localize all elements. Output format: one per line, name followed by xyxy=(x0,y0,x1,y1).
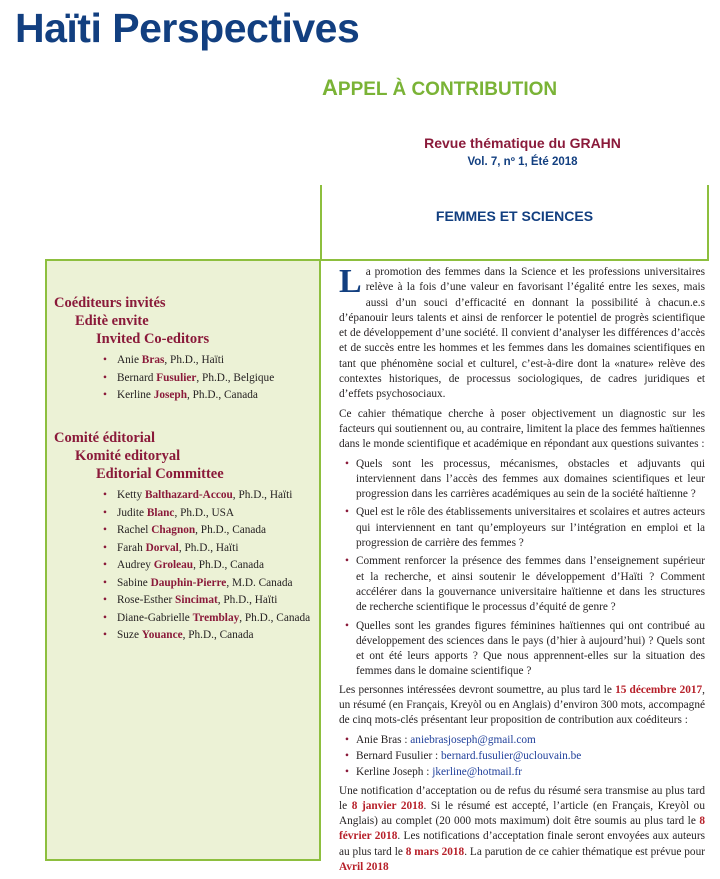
bullet-icon: • xyxy=(103,594,107,606)
email-link[interactable]: aniebrasjoseph@gmail.com xyxy=(410,733,536,746)
questions-list xyxy=(339,457,705,680)
list-item: • Audrey Groleau, Ph.D., Canada xyxy=(103,557,313,575)
bullet-icon: • xyxy=(103,524,107,536)
notification-paragraph: Une notification d’acceptation ou de refus du résumé sera transmise au plus tard le 8 janvier 2018. Si le résumé est accepté, l’article (en Français, Kreyòl ou Anglais) au complet (20 000 mots maximum) doit être soumis au plus tard le 8 février 2018. Les notifications d’acceptation finale seront envoyées aux auteurs au plus tard le 8 mars 2018. La parution de ce cahier thématique est prévue pour Avril 2018 xyxy=(339,784,705,873)
bullet-icon: • xyxy=(345,457,349,470)
list-item: • Quel est le rôle des établissements universitaires et scolaires et autres acteurs qui interviennent en tant qu’employeurs sur l’intégration en emploi et la progression de carrière des femmes ? xyxy=(345,506,705,550)
committee-list xyxy=(103,487,313,645)
call-heading-initial: A xyxy=(322,75,338,100)
intro-paragraph: La promotion des femmes dans la Science et les professions universitaires relève à la fois d’une valeur en favorisant l’égalité entre les sexes, mais aussi d’un souci d’efficacité en donnant la possibilité à chacun.e.s d’épanouir leurs talents et ainsi de renforcer le potentiel de progrès scientifique et de développement d’une société. Il convient d’analyser les différences d’accès et de succès entre les hommes et les femmes dans les domaines scientifiques en tant que phénomène social et culturel, c’est-à-dire dont la «nature» relève des contextes historiques, de processus sociologiques, de cadres juridiques et d’effets psychosociaux. xyxy=(339,263,705,401)
bullet-icon: • xyxy=(345,555,349,568)
coeditors-list xyxy=(103,352,274,405)
bullet-icon: • xyxy=(103,611,107,624)
call-heading-rest: PPEL À CONTRIBUTION xyxy=(337,79,558,100)
bullet-icon: • xyxy=(103,389,107,401)
list-item: • Kerline Joseph : jkerline@hotmail.fr xyxy=(339,765,705,780)
bullet-icon: • xyxy=(345,766,349,779)
list-item: • Farah Dorval, Ph.D., Haïti xyxy=(103,540,313,558)
bullet-icon: • xyxy=(345,619,349,632)
bullet-icon: • xyxy=(103,354,107,366)
list-item: • Bernard Fusulier, Ph.D., Belgique xyxy=(103,370,274,388)
list-item: • Quels sont les processus, mécanismes, obstacles et adjuvants qui interviennent dans l’accès des femmes aux domaines scientifiques et leur progression dans les carrières académiques au sein de la société haïtienne ? xyxy=(345,457,705,501)
bullet-icon: • xyxy=(103,371,107,384)
editors-sidebar xyxy=(45,259,321,861)
main-text xyxy=(339,265,705,879)
bullet-icon: • xyxy=(345,749,349,762)
submission-paragraph: Les personnes intéressées devront soumettre, au plus tard le 15 décembre 2017, un résumé (en Français, Kreyòl ou en Anglais) d’environ 300 mots, accompagné de cinq mots-clés présentant leur proposition de contribution aux coéditeurs : xyxy=(339,683,705,727)
volume-info: Vol. 7, nº 1, Été 2018 xyxy=(467,156,578,168)
theme-box xyxy=(320,185,709,261)
list-item: • Anie Bras : aniebrasjoseph@gmail.com xyxy=(339,733,705,748)
deadline-date: 8 janvier 2018 xyxy=(351,799,424,812)
call-heading xyxy=(322,73,557,105)
coeditors-heading-ht: Editè envite xyxy=(75,313,149,329)
list-item: • Quelles sont les grandes figures féminines haïtiennes qui ont contribué au développement des sciences dans le pays (d’hier à aujourd’hui) ? Quels sont et ont été leurs apports ? Que nous apprennent-elles sur la situation des femmes dans le domaine scientifique ? xyxy=(345,619,705,678)
bullet-icon: • xyxy=(345,506,349,519)
list-item: • Rachel Chagnon, Ph.D., Canada xyxy=(103,522,313,540)
list-item: • Kerline Joseph, Ph.D., Canada xyxy=(103,387,274,405)
masthead-title: Haïti Perspectives xyxy=(15,5,360,51)
deadline-date: 8 février 2018 xyxy=(339,815,705,843)
email-link[interactable]: jkerline@hotmail.fr xyxy=(432,766,523,779)
journal-name: Revue thématique du GRAHN xyxy=(424,135,621,151)
committee-heading-en: Editorial Committee xyxy=(96,466,224,482)
bullet-icon: • xyxy=(103,489,107,501)
theme-title: FEMMES ET SCIENCES xyxy=(435,208,594,224)
bullet-icon: • xyxy=(345,733,349,746)
list-item: • Judite Blanc, Ph.D., USA xyxy=(103,505,313,523)
bullet-icon: • xyxy=(103,629,107,641)
deadline-date: 8 mars 2018 xyxy=(405,845,465,858)
coeditors-heading-en: Invited Co-editors xyxy=(96,331,210,347)
list-item: • Diane-Gabrielle Tremblay, Ph.D., Canada xyxy=(103,610,313,628)
email-link[interactable]: bernard.fusulier@uclouvain.be xyxy=(441,749,582,762)
bullet-icon: • xyxy=(103,576,107,589)
bullet-icon: • xyxy=(103,559,107,571)
list-item: • Comment renforcer la présence des femmes dans l’enseignement supérieur et la recherche, et ainsi soutenir le développement d’Haïti ? Comment accélérer dans la gouvernance universitaire haïtienne et dans les structures de recherche scientifique le processus d’équité de genre ? xyxy=(345,555,705,614)
deadline-date: 15 décembre 2017 xyxy=(615,683,703,696)
coeditors-heading-fr: Coéditeurs invités xyxy=(54,295,166,311)
list-item: • Anie Bras, Ph.D., Haïti xyxy=(103,352,274,370)
list-item: • Suze Youance, Ph.D., Canada xyxy=(103,627,313,645)
committee-heading-ht: Komité editoryal xyxy=(75,448,181,464)
diagnostic-paragraph: Ce cahier thématique cherche à poser objectivement un diagnostic sur les facteurs qui soutiennent ou, au contraire, limitent la place des femmes haïtiennes dans le monde scientifique et académique en répondant aux questions suivantes : xyxy=(339,407,705,451)
bullet-icon: • xyxy=(103,541,107,554)
list-item: • Ketty Balthazard-Accou, Ph.D., Haïti xyxy=(103,487,313,505)
list-item: • Sabine Dauphin-Pierre, M.D. Canada xyxy=(103,575,313,593)
deadline-date: Avril 2018 xyxy=(339,860,389,873)
contacts-list xyxy=(339,733,705,781)
committee-heading-fr: Comité éditorial xyxy=(54,430,156,446)
list-item: • Bernard Fusulier : bernard.fusulier@uclouvain.be xyxy=(339,749,705,764)
list-item: • Rose-Esther Sincimat, Ph.D., Haïti xyxy=(103,592,313,610)
drop-cap: L xyxy=(339,263,362,300)
bullet-icon: • xyxy=(103,506,107,519)
